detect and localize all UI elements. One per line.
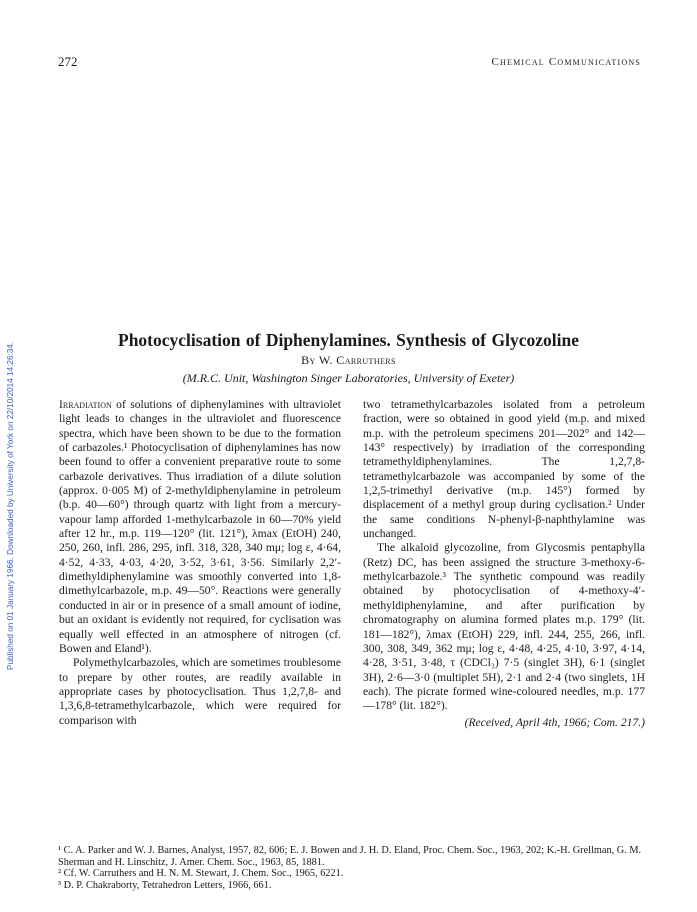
footnote-3: ³ D. P. Chakraborty, Tetrahedron Letters, 1966, 661. (58, 879, 272, 891)
author-affiliation: (M.R.C. Unit, Washington Singer Laboratories, University of Exeter) (182, 371, 515, 385)
right-column (363, 398, 645, 730)
paragraph-intro-text: of solutions of diphenylamines with ultraviolet light leads to changes in the ultraviolet and fluorescence spectra, which have been shown to be due to the formation of carbazoles.¹ Photocyclisation of diphenylamines has now been found to offer a convenient preparative route to some carbazole derivatives. Thus irradiation of a dilute solution (approx. 0·005 M) of 2-methyldiphenylamine in petroleum (b.p. 40—60°) through quartz with light from a mercury-vapour lamp afforded 1-methylcarbazole in 60—70% yield after 12 hr., m.p. 119—120° (lit. 121°), λmax (EtOH) 240, 250, 260, infl. 286, 295, infl. 318, 328, 340 mμ; log ε, 4·64, 4·52, 4·33, 4·03, 4·20, 3·52, 3·61, 3·56. Similarly 2,2′-dimethyldiphenylamine was smoothly converted into 1,8-dimethylcarbazole, m.p. 49—50°. Reactions were generally conducted in air or in presence of a small amount of iodine, but an oxidant is evidently not required, for cyclisation was equally well effected in an atmosphere of nitrogen (cf. Bowen and Eland¹). (59, 398, 341, 655)
paragraph-tetramethyl: two tetramethylcarbazoles isolated from a petroleum fraction, were so obtained in good yield (m.p. and mixed m.p. with the petroleum specimens 201—202° and 142—143° respectively) by irradiation of the corresponding tetramethyldiphenylamines. The 1,2,7,8-tetramethylcarbazole was accompanied by some of the 1,2,5-trimethyl derivative (m.p. 145°) formed by displacement of a methyl group during cyclisation.² Under the same conditions N-phenyl-β-naphthylamine was unchanged. (363, 398, 645, 541)
footnote-1: ¹ C. A. Parker and W. J. Barnes, Analyst, 1957, 82, 606; E. J. Bowen and J. H. D. Eland, Proc. Chem. Soc., 1963, 202; K.-H. Grellman, G. M. Sherman and H. Linschitz, J. Amer. Chem. Soc., 1963, 85, 1881. (58, 845, 642, 868)
journal-name: Chemical Communications (491, 56, 641, 68)
download-watermark (2, 150, 22, 670)
paragraph-polymethyl: Polymethylcarbazoles, which are sometimes troublesome to prepare by other routes, are readily available in appropriate cases by photocyclisation. Thus 1,2,7,8- and 1,3,6,8-tetramethylcarbazole, which were required for comparison with (59, 656, 341, 727)
page-number: 272 (58, 54, 78, 69)
lead-word: Irradiation (59, 398, 112, 411)
footnote-2: ² Cf. W. Carruthers and H. N. M. Stewart, J. Chem. Soc., 1965, 6221. (58, 868, 344, 880)
article-title: Photocyclisation of Diphenylamines. Synthesis of Glycozoline (118, 330, 579, 350)
footnotes (58, 845, 644, 891)
article-author: By W. Carruthers (301, 353, 396, 367)
paragraph-glycozoline: The alkaloid glycozoline, from Glycosmis pentaphylla (Retz) DC, has been assigned the structure 3-methoxy-6-methylcarbazole.³ The synthetic compound was readily obtained by photocyclisation of 4-methoxy-4′-methyldiphenylamine, and after purification by chromatography on alumina formed plates m.p. 179° (lit. 181—182°), λmax (EtOH) 229, infl. 244, 255, 266, infl. 300, 308, 349, 362 mμ; log ε, 4·48, 4·25, 4·10, 3·97, 4·14, 4·28, 3·51, 3·48, τ (CDCl₃) 7·5 (singlet 3H), 6·1 (singlet 3H), 2·6—3·0 (multiplet 5H), 2·1 and 2·4 (two singlets, 1H each). The picrate formed wine-coloured needles, m.p. 177—178° (lit. 182°). (363, 541, 645, 713)
received-date: (Received, April 4th, 1966; Com. 217.) (464, 715, 645, 729)
watermark-text: Published on 01 January 1966. Downloaded by University of York on 22/10/2014 14:26:34. (6, 341, 15, 670)
left-column (59, 398, 341, 728)
paragraph-intro (59, 398, 341, 656)
